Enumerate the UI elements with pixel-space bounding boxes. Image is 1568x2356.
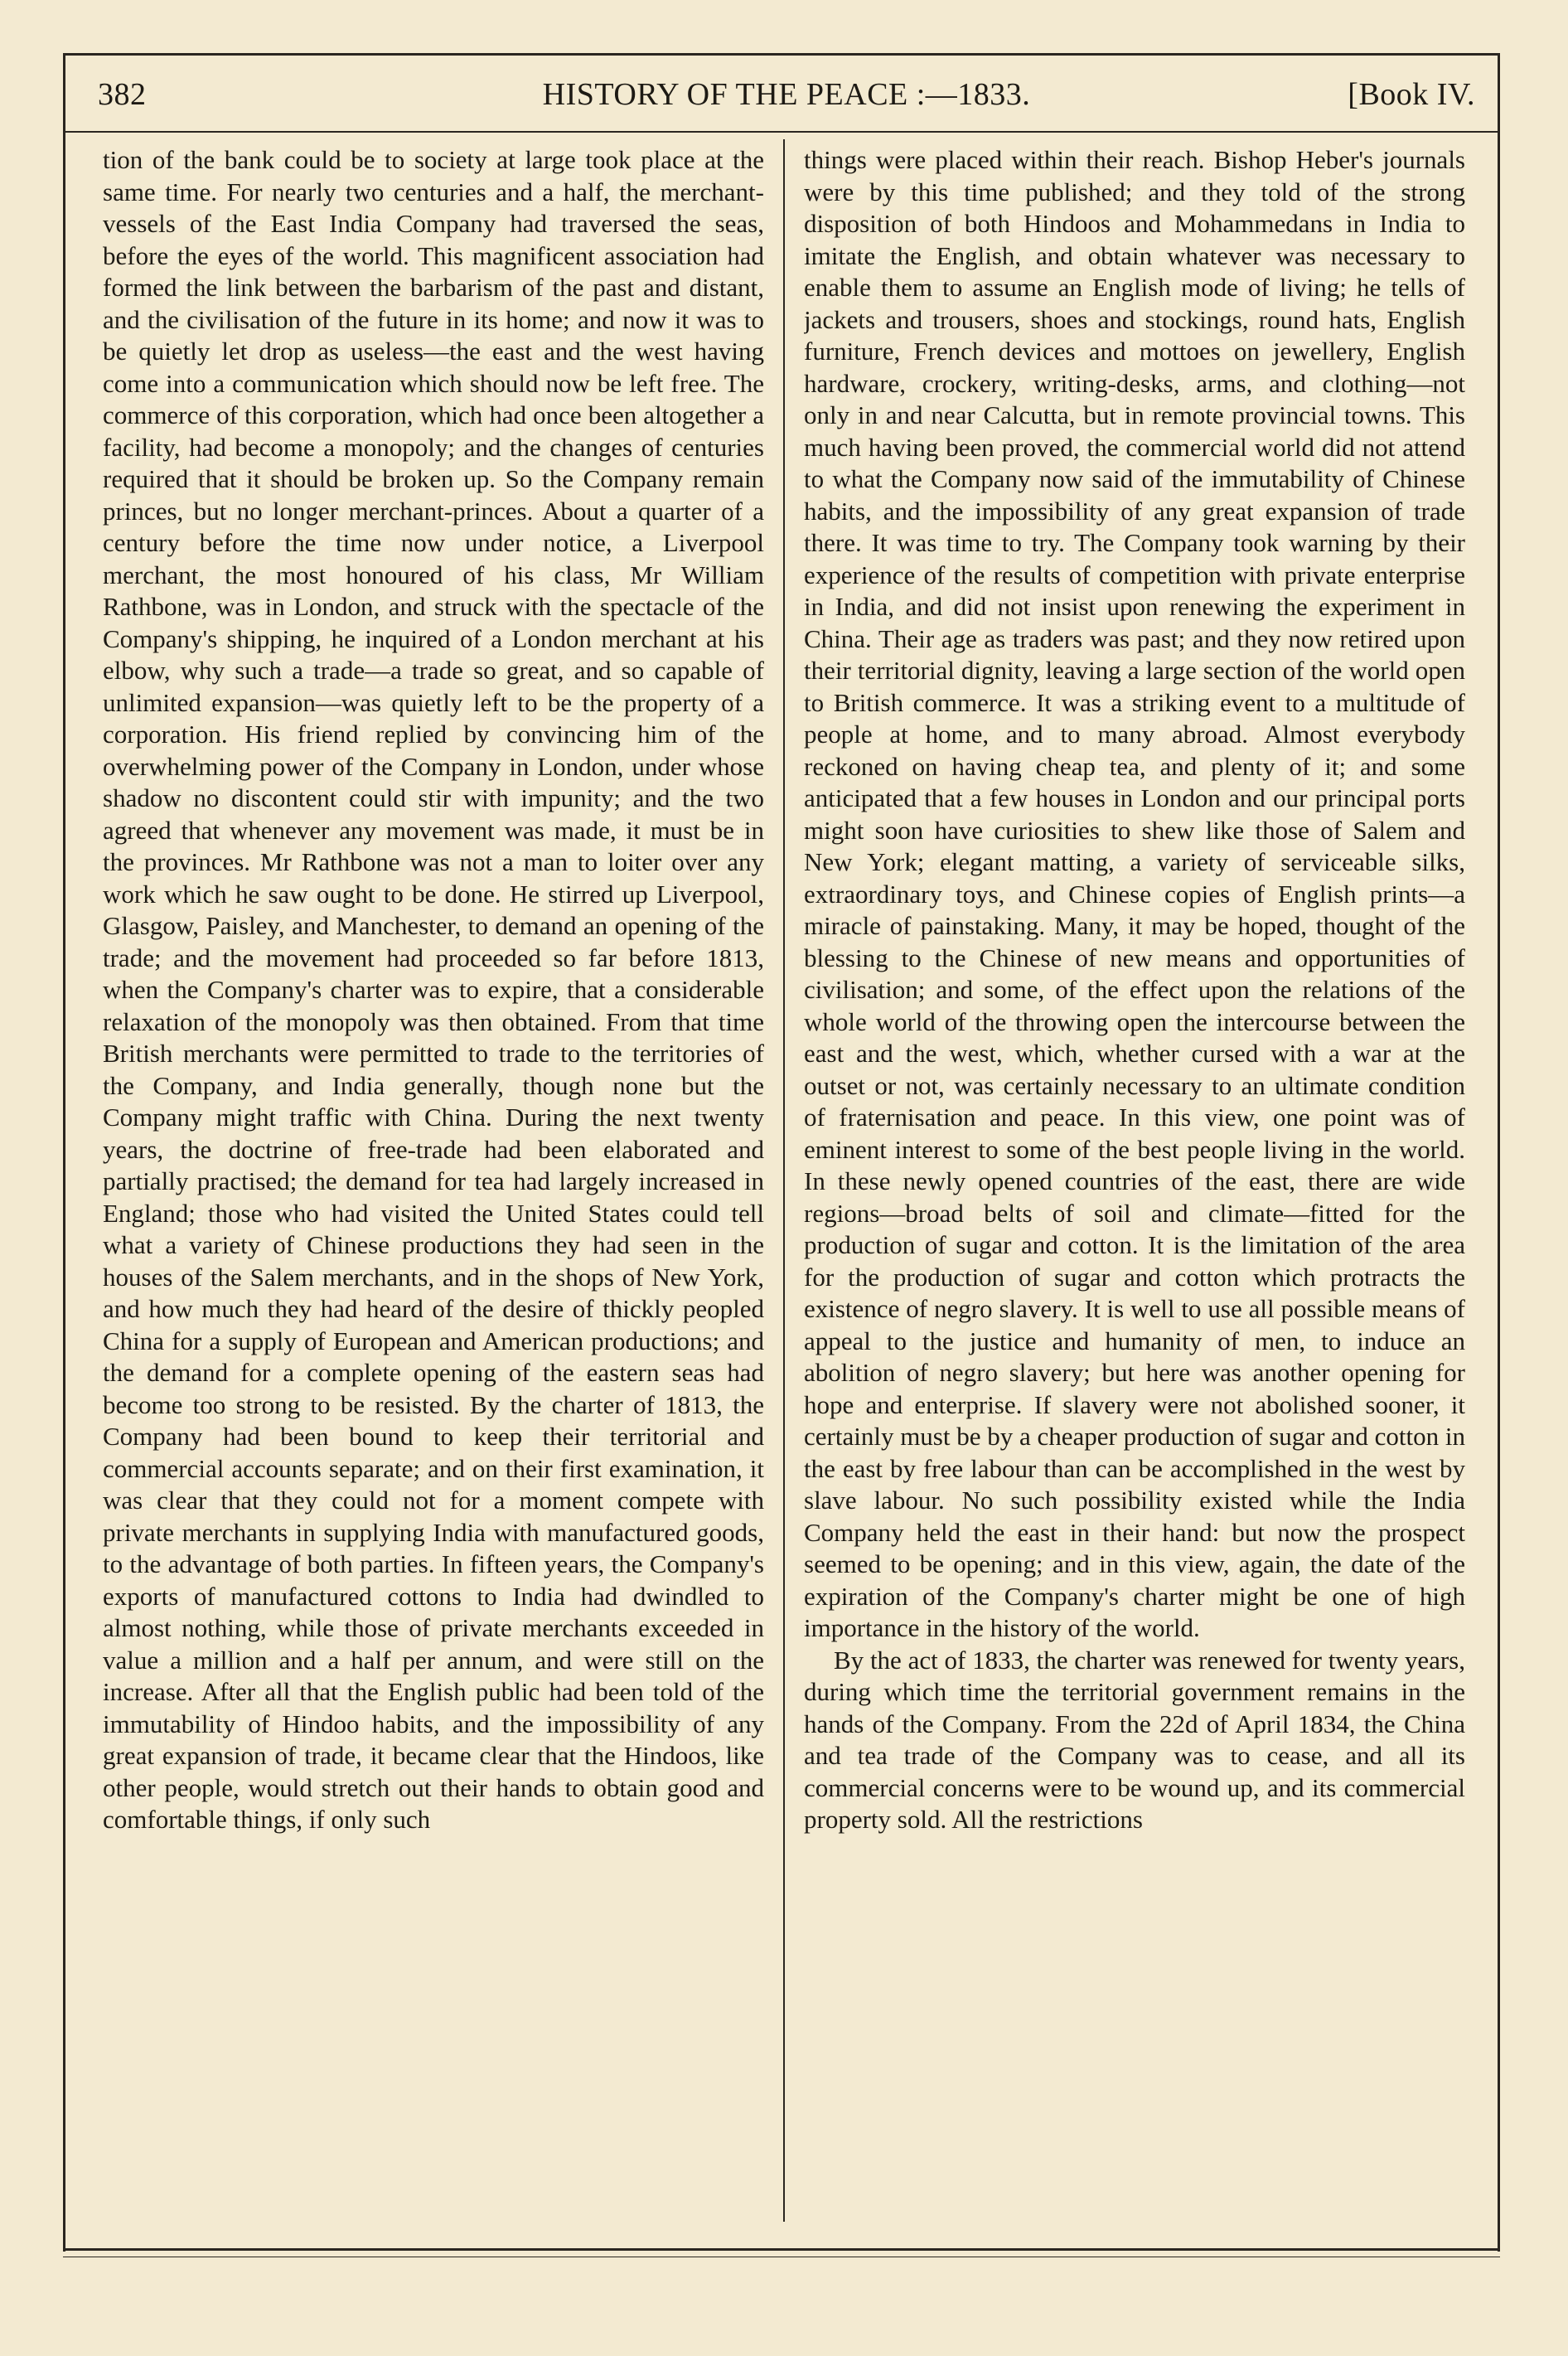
right-column xyxy=(804,144,1465,2220)
paragraph: things were placed within their reach. Bishop Heber's journals were by this time published; and they told of the strong disposition of both Hindoos and Mohammedans in India to imitate the English, and obtain whatever was necessary to enable them to assume an English mode of living; he tells of jackets and trousers, shoes and stockings, round hats, English furniture, French devices and mottoes on jewellery, English hardware, crockery, writing-desks, arms, and clothing—not only in and near Calcutta, but in remote provincial towns. This much having been proved, the commercial world did not attend to what the Company now said of the immutability of Chinese habits, and the impossibility of any great expansion of trade there. It was time to try. The Company took warning by their experience of the results of competition with private enterprise in India, and did not insist upon renewing the experiment in China. Their age as traders was past; and they now retired upon their territorial dignity, leaving a large section of the world open to British commerce. It was a striking event to a multitude of people at home, and to many abroad. Almost everybody reckoned on having cheap tea, and plenty of it; and some anticipated that a few houses in London and our principal ports might soon have curiosities to shew like those of Salem and New York; elegant matting, a variety of serviceable silks, extraordinary toys, and Chinese copies of English prints—a miracle of painstaking. Many, it may be hoped, thought of the blessing to the Chinese of new means and opportunities of civilisation; and some, of the effect upon the relations of the whole world of the throwing open the intercourse between the east and the west, which, whether cursed with a war at the outset or not, was certainly necessary to an ultimate condition of fraternisation and peace. In this view, one point was of eminent interest to some of the best people living in the world. In these newly opened countries of the east, there are wide regions—broad belts of soil and climate—fitted for the production of sugar and cotton. It is the limitation of the area for the production of sugar and cotton which protracts the existence of negro slavery. It is well to use all possible means of appeal to the justice and humanity of men, to induce an abolition of negro slavery; but here was another opening for hope and enterprise. If slavery were not abolished sooner, it certainly must be by a cheaper production of sugar and cotton in the east by free labour than can be accomplished in the west by slave labour. No such possibility existed while the India Company held the east in their hand: but now the prospect seemed to be opening; and in this view, again, the date of the expiration of the Company's charter might be one of high importance in the history of the world. xyxy=(804,145,1465,1642)
left-column xyxy=(103,144,764,2220)
column-divider xyxy=(783,139,785,2222)
running-header xyxy=(98,76,1475,121)
book-label: [Book IV. xyxy=(1348,77,1475,112)
running-title: HISTORY OF THE PEACE :—1833. xyxy=(542,77,1031,112)
paragraph: By the act of 1833, the charter was renewed for twenty years, during which time the territorial government remains in the hands of the Company. From the 22d of April 1834, the China and tea trade of the Company was to cease, and all its commercial concerns were to be wound up, and its commercial property sold. All the restrictions xyxy=(804,1645,1465,1834)
paragraph: tion of the bank could be to society at large took place at the same time. For nearly two centuries and a half, the merchant-vessels of the East India Company had traversed the seas, before the eyes of the world. This magnificent association had formed the link between the barbarism of the past and distant, and the civilisation of the future in its home; and now it was to be quietly let drop as useless—the east and the west having come into a communication which should now be left free. The commerce of this corporation, which had once been altogether a facility, had become a monopoly; and the changes of centuries required that it should be broken up. So the Company remain princes, but no longer merchant-princes. About a quarter of a century before the time now under notice, a Liverpool merchant, the most honoured of his class, Mr William Rathbone, was in London, and struck with the spectacle of the Company's shipping, he inquired of a London merchant at his elbow, why such a trade—a trade so great, and so capable of unlimited expansion—was quietly left to be the property of a corporation. His friend replied by convincing him of the overwhelming power of the Company in London, under whose shadow no discontent could stir with impunity; and the two agreed that whenever any movement was made, it must be in the provinces. Mr Rathbone was not a man to loiter over any work which he saw ought to be done. He stirred up Liverpool, Glasgow, Paisley, and Manchester, to demand an opening of the trade; and the movement had proceeded so far before 1813, when the Company's charter was to expire, that a considerable relaxation of the monopoly was then obtained. From that time British merchants were permitted to trade to the territories of the Company, and India generally, though none but the Company might traffic with China. During the next twenty years, the doctrine of free-trade had been elaborated and partially practised; the demand for tea had largely increased in England; those who had visited the United States could tell what a variety of Chinese productions they had seen in the houses of the Salem merchants, and in the shops of New York, and how much they had heard of the desire of thickly peopled China for a supply of European and American productions; and the demand for a complete opening of the eastern seas had become too strong to be resisted. By the charter of 1813, the Company had been bound to keep their territorial and commercial accounts separate; and on their first examination, it was clear that they could not for a moment compete with private merchants in supplying India with manufactured goods, to the advantage of both parties. In fifteen years, the Company's exports of manufactured cottons to India had dwindled to almost nothing, while those of private merchants exceeded in value a million and a half per annum, and were still on the increase. After all that the English public had been told of the immutability of Hindoo habits, and the impossibility of any great expansion of trade, it became clear that the Hindoos, like other people, would stretch out their hands to obtain good and comfortable things, if only such xyxy=(103,145,764,1834)
bottom-rule xyxy=(63,2248,1500,2251)
page-number: 382 xyxy=(98,77,147,112)
header-rule xyxy=(63,131,1500,133)
top-rule xyxy=(63,53,1500,56)
